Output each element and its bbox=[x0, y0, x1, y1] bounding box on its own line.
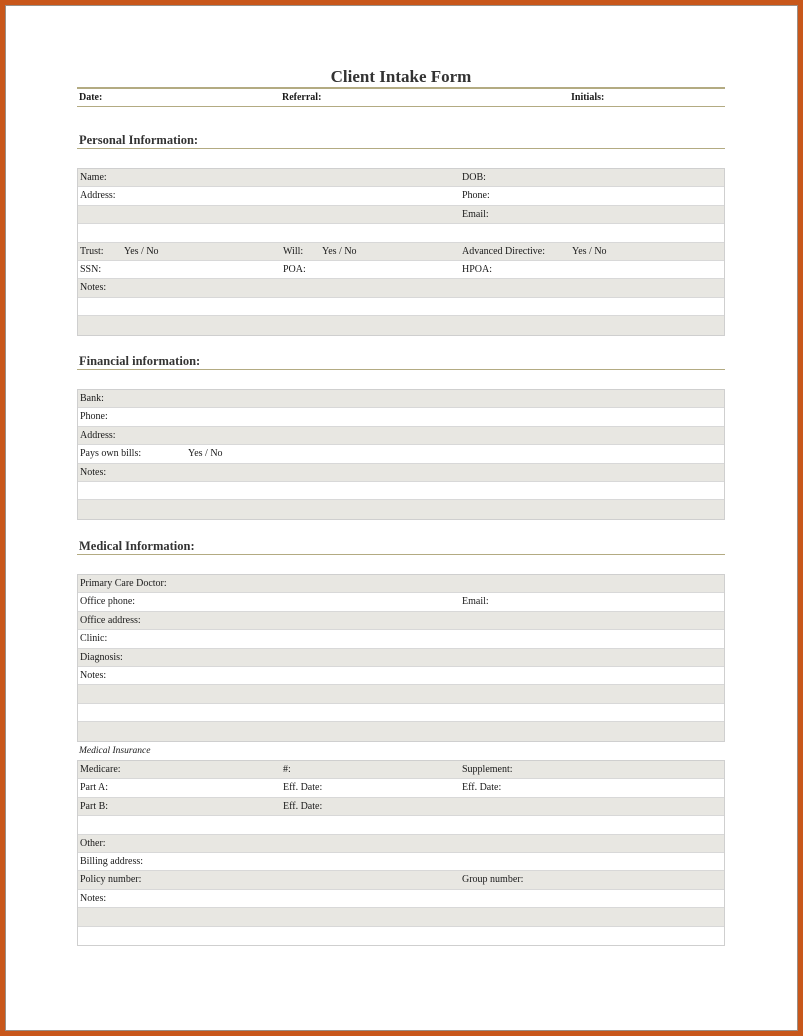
pays-own-bills-yes-no[interactable]: Yes / No bbox=[188, 448, 223, 460]
primary-care-doctor-label: Primary Care Doctor: bbox=[80, 578, 167, 589]
form-page bbox=[5, 5, 798, 1031]
table-row[interactable] bbox=[78, 243, 724, 261]
financial-info-table bbox=[77, 389, 725, 520]
table-row[interactable] bbox=[78, 704, 724, 722]
group-number-label: Group number: bbox=[462, 874, 524, 886]
table-row[interactable] bbox=[78, 798, 724, 816]
ssn-label: SSN: bbox=[80, 263, 102, 275]
table-row[interactable] bbox=[78, 612, 724, 630]
form-title: Client Intake Form bbox=[330, 67, 472, 86]
billing-address-label: Billing address: bbox=[80, 855, 144, 867]
table-row[interactable] bbox=[78, 279, 724, 297]
title-rule bbox=[77, 87, 725, 89]
advanced-directive-label: Advanced Directive: bbox=[462, 245, 546, 257]
financial-section-title: Financial information: bbox=[79, 354, 201, 368]
table-row[interactable] bbox=[78, 890, 724, 908]
medical-section-rule bbox=[77, 554, 725, 555]
diagnosis-label: Diagnosis: bbox=[80, 651, 123, 663]
personal-section-title: Personal Information: bbox=[79, 133, 199, 147]
table-row[interactable] bbox=[78, 685, 724, 703]
medical-insurance-table bbox=[77, 760, 725, 946]
dob-label: DOB: bbox=[462, 172, 486, 183]
will-label: Will: bbox=[283, 245, 304, 257]
phone-label: Phone: bbox=[462, 190, 490, 202]
table-row[interactable] bbox=[78, 206, 724, 224]
table-row[interactable] bbox=[78, 224, 724, 242]
financial-section-rule bbox=[77, 369, 725, 370]
table-row[interactable] bbox=[78, 298, 724, 316]
insurance-notes-label: Notes: bbox=[80, 892, 107, 904]
medicare-label: Medicare: bbox=[80, 764, 121, 775]
header-referral-label[interactable]: Referral: bbox=[282, 92, 322, 103]
personal-notes-label: Notes: bbox=[80, 282, 107, 294]
table-row[interactable] bbox=[78, 316, 724, 334]
table-row[interactable] bbox=[78, 445, 724, 463]
medicare-number-label: #: bbox=[283, 764, 291, 775]
table-row[interactable] bbox=[78, 908, 724, 926]
supplement-eff-date-label: Eff. Date: bbox=[462, 782, 502, 794]
table-row[interactable] bbox=[78, 835, 724, 853]
table-row[interactable] bbox=[78, 853, 724, 871]
header-date-label[interactable]: Date: bbox=[79, 92, 103, 103]
personal-section-rule bbox=[77, 148, 725, 149]
medical-notes-label: Notes: bbox=[80, 669, 107, 681]
medical-insurance-subhead: Medical Insurance bbox=[79, 746, 151, 756]
table-row[interactable] bbox=[78, 261, 724, 279]
table-row[interactable] bbox=[78, 427, 724, 445]
clinic-label: Clinic: bbox=[80, 633, 108, 645]
policy-number-label: Policy number: bbox=[80, 874, 142, 886]
other-label: Other: bbox=[80, 837, 106, 849]
table-row[interactable] bbox=[78, 667, 724, 685]
table-row[interactable] bbox=[78, 927, 724, 945]
table-row[interactable] bbox=[78, 649, 724, 667]
table-row[interactable] bbox=[78, 482, 724, 500]
financial-notes-label: Notes: bbox=[80, 466, 107, 478]
table-row[interactable] bbox=[78, 816, 724, 834]
email-label: Email: bbox=[462, 208, 489, 220]
supplement-label: Supplement: bbox=[462, 764, 513, 775]
medical-info-table bbox=[77, 574, 725, 742]
will-yes-no[interactable]: Yes / No bbox=[322, 245, 357, 257]
table-row[interactable] bbox=[78, 761, 724, 779]
trust-label: Trust: bbox=[80, 245, 104, 257]
table-row[interactable] bbox=[78, 871, 724, 889]
part-b-label: Part B: bbox=[80, 800, 109, 812]
table-row[interactable] bbox=[78, 630, 724, 648]
trust-yes-no[interactable]: Yes / No bbox=[124, 245, 159, 257]
hpoa-label: HPOA: bbox=[462, 263, 493, 275]
header-initials-label[interactable]: Initials: bbox=[571, 92, 605, 103]
name-label: Name: bbox=[80, 172, 107, 183]
header-rule bbox=[77, 106, 725, 107]
pays-own-bills-label: Pays own bills: bbox=[80, 448, 142, 460]
poa-label: POA: bbox=[283, 263, 306, 275]
part-a-eff-date-label: Eff. Date: bbox=[283, 782, 323, 794]
financial-address-label: Address: bbox=[80, 429, 116, 441]
office-address-label: Office address: bbox=[80, 614, 141, 626]
medical-section-title: Medical Information: bbox=[79, 539, 195, 553]
table-row[interactable] bbox=[78, 169, 724, 187]
part-b-eff-date-label: Eff. Date: bbox=[283, 800, 323, 812]
table-row[interactable] bbox=[78, 575, 724, 593]
table-row[interactable] bbox=[78, 464, 724, 482]
table-row[interactable] bbox=[78, 187, 724, 205]
advanced-directive-yes-no[interactable]: Yes / No bbox=[572, 245, 607, 257]
financial-phone-label: Phone: bbox=[80, 411, 108, 423]
table-row[interactable] bbox=[78, 408, 724, 426]
table-row[interactable] bbox=[78, 722, 724, 740]
personal-info-table bbox=[77, 168, 725, 336]
address-label: Address: bbox=[80, 190, 116, 202]
office-phone-label: Office phone: bbox=[80, 596, 136, 608]
table-row[interactable] bbox=[78, 500, 724, 518]
table-row[interactable] bbox=[78, 390, 724, 408]
medical-email-label: Email: bbox=[462, 596, 489, 608]
form-header-row bbox=[77, 92, 725, 106]
part-a-label: Part A: bbox=[80, 782, 109, 794]
table-row[interactable] bbox=[78, 779, 724, 797]
table-row[interactable] bbox=[78, 593, 724, 611]
bank-label: Bank: bbox=[80, 393, 104, 404]
